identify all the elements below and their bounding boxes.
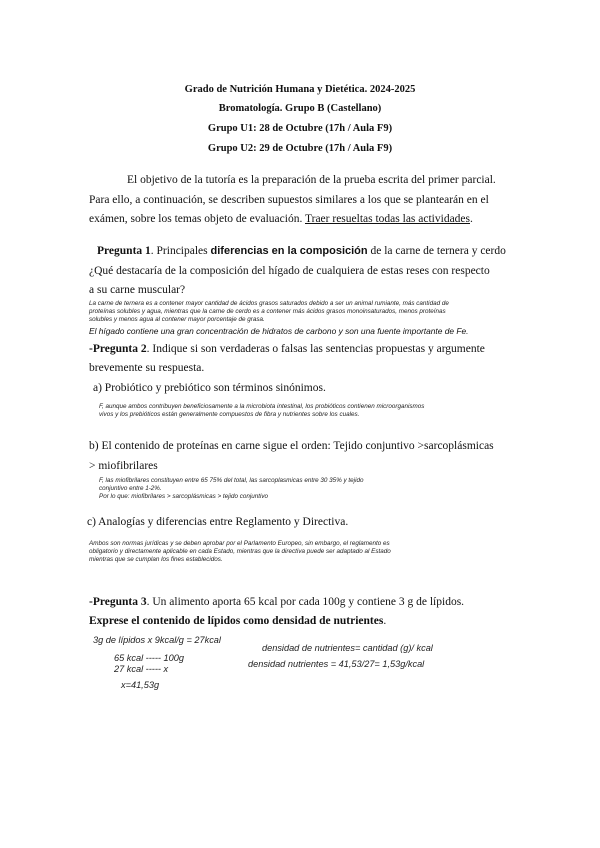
header-line-3: Grupo U1: 28 de Octubre (17h / Aula F9) <box>207 123 393 134</box>
q3-work-line-2: 65 kcal ----- 100g <box>114 653 184 663</box>
q2b-line-2: > miofibrilares <box>89 460 158 472</box>
q2-line-2: brevemente su respuesta. <box>89 362 205 374</box>
q2c-text: c) Analogías y diferencias entre Reglamento y Directiva. <box>87 516 349 528</box>
q1-text-a: . Principales <box>150 245 211 257</box>
q1-answer-line-2: proteínas solubles y agua, mientras que la carne de cerdo es a contener más ácidos grasos monoinsaturados, menos proteínas <box>89 308 446 315</box>
q2a-answer-line-2: vivos y los prebióticos están generalmente compuestos de fibra y nutrientes sobre los cuales. <box>99 411 360 418</box>
q2-line-1 <box>89 343 485 355</box>
q3-line-1 <box>89 596 464 608</box>
q1-answer-line-3: solubles y menos agua al contener mayor porcentaje de grasa. <box>89 316 265 323</box>
q2a-text: a) Probiótico y prebiótico son términos sinónimos. <box>93 382 326 394</box>
intro-instruction: Traer resueltas todas las actividades <box>305 213 470 225</box>
q2-text: . Indique si son verdaderas o falsas las sentencias propuestas y argumente <box>146 343 485 355</box>
q3-work-right-2: densidad nutrientes = 41,53/27= 1,53g/kcal <box>248 659 425 669</box>
q1-line-1 <box>97 245 506 257</box>
q2a-answer-line-1: F, aunque ambos contribuyen beneficiosamente a la microbiota intestinal, los probióticos contienen microorganismos <box>99 403 425 410</box>
intro-period: . <box>470 213 473 225</box>
q2-label: -Pregunta 2 <box>89 343 147 355</box>
q1-bold: diferencias en la composición <box>210 245 368 257</box>
q3-period: . <box>383 615 387 627</box>
intro-line-1: El objetivo de la tutoría es la preparación de la prueba escrita del primer parcial. <box>127 174 496 186</box>
intro-line-2: Para ello, a continuación, se describen supuestos similares a los que se plantearán en el <box>89 194 489 206</box>
q1-label: Pregunta 1 <box>97 245 151 257</box>
q1-line-2: ¿Qué destacaría de la composición del hígado de cualquiera de estas reses con respecto <box>89 265 490 277</box>
intro-line-3 <box>89 213 473 225</box>
header-line-4: Grupo U2: 29 de Octubre (17h / Aula F9) <box>207 143 393 154</box>
q3-work-right-1: densidad de nutrientes= cantidad (g)/ kcal <box>262 643 433 653</box>
q3-label: -Pregunta 3 <box>89 596 147 608</box>
q2c-answer-line-2: obligatorio y directamente aplicable en cada Estado, mientras que la directiva puede ser adaptado al Estado <box>89 548 391 555</box>
q2b-answer-line-1: F, las miofibrilares constituyen entre 65 75% del total, las sarcoplasmicas entre 30 35% y tejido <box>99 477 364 484</box>
q1-text-b: de la carne de ternera y cerdo <box>367 245 506 257</box>
header-line-1: Grado de Nutrición Humana y Dietética. 2024-2025 <box>184 84 416 95</box>
q3-line-2 <box>89 615 386 627</box>
q2b-answer-line-3: Por lo que: miofibrilares > sarcoplásmicas > tejido conjuntivo <box>99 493 269 500</box>
q2b-answer-line-2: conjuntivo entre 1-2%. <box>99 485 162 492</box>
q3-work-line-4: x=41,53g <box>121 680 160 690</box>
q3-work-line-3: 27 kcal ----- x <box>114 664 169 674</box>
q3-text: . Un alimento aporta 65 kcal por cada 100g y contiene 3 g de lípidos. <box>146 596 465 608</box>
q1-line-3: a su carne muscular? <box>89 284 186 296</box>
header-line-2: Bromatología. Grupo B (Castellano) <box>218 103 382 114</box>
q3-work-line-1: 3g de lípidos x 9kcal/g = 27kcal <box>93 635 221 645</box>
q1-answer-line-4: El hígado contiene una gran concentración de hidratos de carbono y son una fuente importante de Fe. <box>89 326 469 336</box>
intro-line-3-text: exámen, sobre los temas objeto de evaluación. <box>89 213 303 225</box>
q2c-answer-line-1: Ambos son normas jurídicas y se deben aprobar por el Parlamento Europeo, sin embargo, el reglamento es <box>89 540 390 547</box>
q2b-line-1: b) El contenido de proteínas en carne sigue el orden: Tejido conjuntivo >sarcoplásmicas <box>89 440 494 452</box>
q1-answer-line-1: La carne de ternera es a contener mayor cantidad de ácidos grasos saturados debido a ser un animal rumiante, más cantidad de <box>89 300 449 307</box>
q2c-answer-line-3: mientras que se cumplan los fines establecidos. <box>89 556 223 563</box>
q3-bold: Exprese el contenido de lípidos como densidad de nutrientes <box>89 615 384 627</box>
